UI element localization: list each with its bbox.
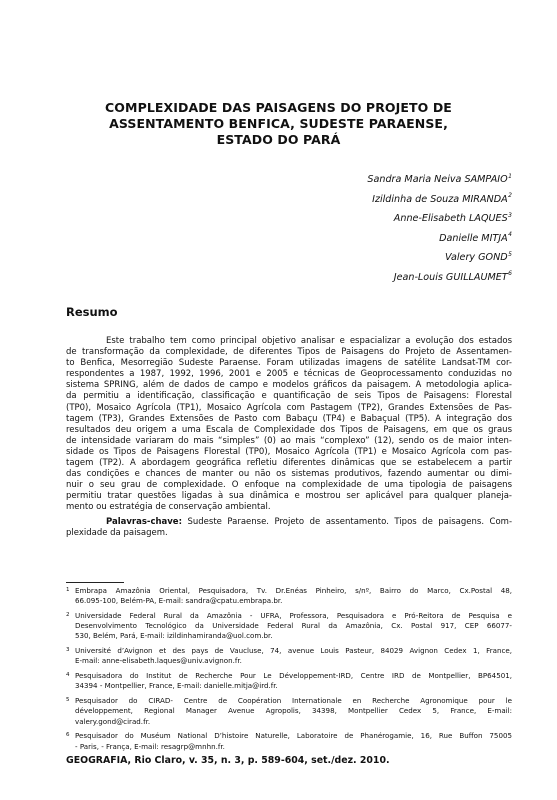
abstract-line: tagem (TP2). A abordagem geográfica refletiu diferentes dinâmicas que se estabelecem a partir: [66, 458, 512, 469]
abstract-line: Este trabalho tem como principal objetivo analisar e espacializar a evolução dos estados: [106, 336, 512, 346]
abstract-line: sistema SPRING, além de dados de campo e modelos gráficos da paisagem. A metodologia aplica-: [66, 380, 512, 391]
affiliation-mark: 6: [508, 270, 512, 278]
footnote-mark: 5: [66, 697, 70, 704]
keywords-label: Palavras-chave:: [106, 517, 182, 527]
author: [367, 170, 512, 190]
footnote-line: Pesquisadora do Institut de Recherche Pour Le Développement-IRD, Centre IRD de Montpellier, BP64501,: [75, 671, 512, 681]
keywords: [66, 517, 512, 539]
abstract-line: to Benfica, Mesorregião Sudeste Paraense. Foram utilizadas imagens de satélite Landsat-TM cor-: [66, 358, 512, 369]
author: [367, 190, 512, 210]
author-name: Izildinha de Souza MIRANDA: [372, 193, 508, 205]
abstract-body: [66, 336, 512, 514]
footnote-mark: 2: [66, 612, 70, 618]
abstract-line: resultados deu origem a uma Escala de Complexidade dos Tipos de Paisagens, em que os graus: [66, 424, 512, 435]
abstract-line: tagem (TP3), Grandes Extensões de Pasto com Babaçu (TP4) e Babaçual (TP5). A integração dos: [66, 413, 512, 424]
abstract-line: permitiu tratar questões ligadas à sua dinâmica e mostrou ser aplicável para qualquer planeja-: [66, 491, 512, 502]
author-name: Sandra Maria Neiva SAMPAIO: [367, 174, 508, 185]
footnote-separator: [66, 582, 124, 583]
author-list: [367, 170, 512, 287]
abstract-line: de intensidade variaram do mais “simples” (0) ao mais “complexo” (12), sendo os de maior inten-: [66, 435, 512, 446]
footnote-line: 34394 - Montpellier, France, E-mail: danielle.mitja@ird.fr.: [75, 681, 278, 691]
affiliation-mark: 3: [508, 211, 512, 219]
footnote-line: Pesquisador do CIRAD- Centre de Coopération Internationale en Recherche Agronomique pour le: [75, 696, 512, 706]
abstract-line: (TP0), Mosaico Agrícola (TP1), Mosaico Agrícola com Pastagem (TP2), Grandes Extensões de Pas-: [66, 402, 512, 413]
author-name: Anne-Elisabeth LAQUES: [393, 213, 508, 224]
footnote: [66, 671, 512, 691]
affiliation-mark: 2: [508, 192, 512, 200]
footnote: [66, 731, 512, 751]
abstract-line: de transformação da complexidade, de diferentes Tipos de Paisagens do Projeto de Assentamen-: [66, 347, 512, 358]
footnote-line: 530, Belém, Pará, E-mail: izildinhamiranda@uol.com.br.: [75, 631, 273, 641]
author: [367, 209, 512, 229]
abstract-line: sidade os Tipos de Paisagens Florestal (TP0), Mosaico Agrícola (TP1) e Mosaico Agrícola com pas-: [66, 446, 512, 457]
journal-citation: GEOGRAFIA, Rio Claro, v. 35, n. 3, p. 589-604, set./dez. 2010.: [66, 755, 390, 766]
footnote-line: valery.gond@cirad.fr.: [75, 716, 151, 726]
footnote: [66, 696, 512, 727]
abstract-line: nuir o seu grau de complexidade. O enfoque na complexidade de uma tipologia de paisagens: [66, 480, 512, 491]
footnote: [66, 611, 512, 642]
author-name: Jean-Louis GUILLAUMET: [393, 271, 508, 283]
keywords-text: Sudeste Paraense. Projeto de assentamento. Tipos de paisagens. Com-: [187, 517, 513, 527]
author: [367, 248, 512, 268]
paper-title: [90, 100, 467, 148]
affiliation-mark: 4: [508, 231, 512, 239]
abstract-line: da permitiu a identificação, classificação e quantificação de seis Tipos de Paisagens: Florestal: [66, 391, 512, 402]
title-line: ESTADO DO PARÁ: [216, 132, 341, 147]
footnote-line: Universidade Federal Rural da Amazônia - UFRA, Professora, Pesquisadora e Pró-Reitora de Pesquisa e: [75, 611, 512, 620]
footnote: [66, 586, 512, 606]
footnote-mark: 4: [66, 672, 70, 679]
footnotes: [66, 586, 512, 756]
footnote: [66, 646, 512, 666]
author-name: Valery GOND: [445, 252, 508, 263]
footnote-mark: 3: [66, 647, 70, 654]
footnote-line: Embrapa Amazônia Oriental, Pesquisadora, Tv. Dr.Enéas Pinheiro, s/nº, Bairro do Marco, Cx.Postal 48,: [75, 586, 512, 595]
author-name: Danielle MITJA: [439, 232, 508, 244]
author: [367, 229, 512, 249]
footnote-mark: 1: [66, 587, 70, 593]
footnote-mark: 6: [66, 732, 70, 739]
footnote-line: E-mail: anne-elisabeth.laques@univ.avignon.fr.: [75, 656, 242, 666]
title-line: ASSENTAMENTO BENFICA, SUDESTE PARAENSE,: [109, 116, 448, 131]
footnote-line: - Paris, - França, E-mail: resagrp@mnhn.fr.: [75, 741, 225, 751]
footnote-line: Desenvolvimento Tecnológico da Universidade Federal Rural da Amazônia, Cx. Postal 917, CEP 66077-: [75, 621, 512, 631]
footnote-line: développement, Regional Manager Avenue Agropolis, 34398, Montpellier Cedex 5, France, E-mail:: [75, 706, 512, 716]
abstract-line: mento ou estratégia de conservação ambiental.: [66, 502, 271, 513]
abstract-heading: Resumo: [66, 305, 118, 319]
author: [367, 268, 512, 288]
footnote-line: Université d’Avignon et des pays de Vaucluse, 74, avenue Louis Pasteur, 84029 Avignon Cedex 1, France,: [75, 646, 512, 656]
keywords-line: [66, 517, 512, 528]
footnote-line: Pesquisador do Muséum National D’histoire Naturelle, Laboratoire de Phanérogamie, 16, Rue Buffon 75005: [75, 731, 512, 741]
title-line: COMPLEXIDADE DAS PAISAGENS DO PROJETO DE: [105, 100, 452, 115]
abstract-line: respondentes a 1987, 1992, 1996, 2001 e 2005 e técnicas de Geoprocessamento conduzidas no: [66, 369, 512, 380]
footnote-line: 66.095-100, Belém-PA, E-mail: sandra@cpatu.embrapa.br.: [75, 596, 283, 606]
abstract-line: das condições e chances de manter ou não os sistemas produtivos, fazendo aumentar ou dimi-: [66, 469, 512, 480]
affiliation-mark: 5: [508, 250, 512, 258]
keywords-line: plexidade da paisagem.: [66, 528, 168, 539]
affiliation-mark: 1: [508, 172, 512, 180]
